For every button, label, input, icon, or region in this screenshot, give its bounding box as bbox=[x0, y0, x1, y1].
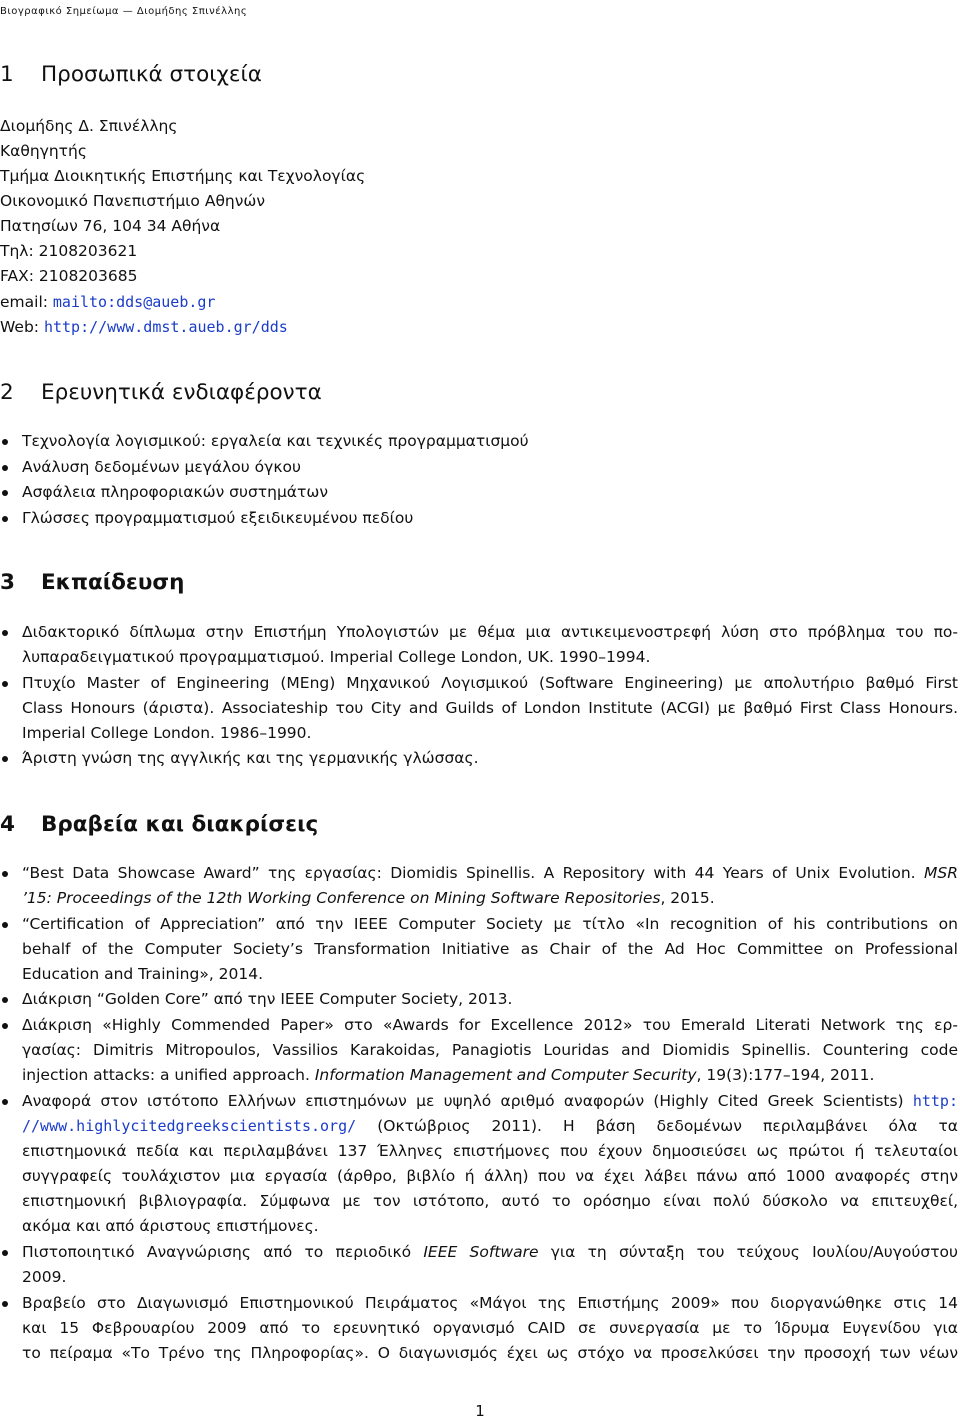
section-heading-education bbox=[0, 570, 184, 596]
bullet-icon bbox=[2, 922, 8, 928]
education-item-line: Imperial College London. 1986–1990. bbox=[22, 724, 312, 742]
section-number: 2 bbox=[0, 380, 14, 405]
section-heading-research bbox=[0, 380, 322, 406]
award-item-line: Βραβείο στο Διαγωνισμό Επιστημονικού Πειράματος «Μάγοι της Επιστήμης 2009» που διοργανώθηκε στις 14 bbox=[22, 1294, 958, 1312]
bullet-icon bbox=[2, 1301, 8, 1307]
award-item-line: ακόμα και από άριστους επιστήμονες. bbox=[22, 1217, 319, 1235]
award-item-line bbox=[22, 862, 958, 884]
personal-department: Τμήμα Διοικητικής Επιστήμης και Τεχνολογίας bbox=[0, 167, 366, 185]
award-text: , 19(3):177–194, 2011. bbox=[696, 1066, 875, 1084]
bullet-icon bbox=[2, 1250, 8, 1256]
award-item-line bbox=[22, 1241, 958, 1263]
bullet-icon bbox=[2, 1099, 8, 1105]
email-link[interactable]: mailto:dds@aueb.gr bbox=[52, 293, 216, 311]
award-item-line bbox=[22, 1064, 958, 1086]
award-venue: Information Management and Computer Security bbox=[314, 1066, 697, 1084]
page-number: 1 bbox=[475, 1402, 485, 1420]
award-text: Αναφορά στον ιστότοπο Ελλήνων επιστημόνων με υψηλό αριθμό αναφορών (Highly Cited Greek Scientists) bbox=[22, 1092, 904, 1110]
research-item: Ασφάλεια πληροφοριακών συστημάτων bbox=[22, 483, 328, 501]
section-heading-awards bbox=[0, 812, 318, 838]
award-text: για τη σύνταξη του τεύχους Ιουλίου/Αυγούστου bbox=[550, 1243, 958, 1261]
bullet-icon bbox=[2, 681, 8, 687]
award-item-line: γασίας: Dimitris Mitropoulos, Vassilios Karakoidas, Panagiotis Louridas and Diomidis Spinellis. Countering code bbox=[22, 1041, 958, 1059]
award-link[interactable]: //www.highlycitedgreekscientists.org/ bbox=[22, 1117, 357, 1135]
award-item-line: επιστημονικά πεδία και περιλαμβάνει 137 Έλληνες επιστήμονες που έχουν δημοσιεύσει ως πρώτοι ή τελευταίοι bbox=[22, 1142, 958, 1160]
award-item-line: και 15 Φεβρουαρίου 2009 από το ερευνητικό οργανισμό CAID σε συνεργασία με το Ίδρυμα Ευγενίδου για bbox=[22, 1319, 958, 1337]
award-item-line: το πείραμα «Το Τρένο της Πληροφορίας». Ο διαγωνισμός έχει ως στόχο να προσελκύσει την προσοχή των νέων bbox=[22, 1344, 958, 1362]
section-title: Προσωπικά στοιχεία bbox=[41, 62, 262, 87]
personal-address: Πατησίων 76, 104 34 Αθήνα bbox=[0, 217, 221, 235]
personal-name: Διομήδης Δ. Σπινέλλης bbox=[0, 117, 178, 135]
bullet-icon bbox=[2, 871, 8, 877]
award-item-line: συγγραφείς τουλάχιστον μια εργασία (άρθρο, βιβλίο ή άλλη) που να έχει λάβει πάνω από 1000 αναφορές στην bbox=[22, 1167, 958, 1185]
bullet-icon bbox=[2, 516, 8, 522]
education-item-line: Class Honours (άριστα). Associateship του City and Guilds of London Institute (ACGI) με βαθμό First Class Honours. bbox=[22, 699, 958, 717]
education-item-line: λυπαραδειγματικού προγραμματισμού. Imperial College London, UK. 1990–1994. bbox=[22, 648, 651, 666]
personal-university: Οικονομικό Πανεπιστήμιο Αθηνών bbox=[0, 192, 266, 210]
bullet-icon bbox=[2, 439, 8, 445]
education-item-line: Πτυχίο Master of Engineering (MEng) Μηχανικού Λογισμικού (Software Engineering) με απολυτήριο βαθμό First bbox=[22, 674, 958, 692]
award-item-line: Διάκριση “Golden Core” από την IEEE Computer Society, 2013. bbox=[22, 990, 513, 1008]
award-item-line: Διάκριση «Highly Commended Paper» στο «Awards for Excellence 2012» του Emerald Literati Network της ερ- bbox=[22, 1016, 958, 1034]
personal-position: Καθηγητής bbox=[0, 142, 87, 160]
web-label: Web: bbox=[0, 318, 40, 336]
education-item-line: Διδακτορικό δίπλωμα στην Επιστήμη Υπολογιστών με θέμα μια αντικειμενοστρεφή λύση στο πρόβλημα του πο- bbox=[22, 623, 958, 641]
award-item-line: behalf of the Computer Society’s Transformation Initiative as Chair of the Ad Hoc Committee on Professional bbox=[22, 940, 958, 958]
bullet-icon bbox=[2, 490, 8, 496]
award-text: , 2015. bbox=[660, 889, 715, 907]
bullet-icon bbox=[2, 756, 8, 762]
award-text: (Οκτώβριος 2011). Η βάση δεδομένων περιλαμβάνει όλα τα bbox=[377, 1117, 958, 1135]
web-link[interactable]: http://www.dmst.aueb.gr/dds bbox=[43, 318, 288, 336]
section-heading-personal bbox=[0, 62, 262, 88]
award-item-line: “Certification of Appreciation” από την IEEE Computer Society με τίτλο «In recognition of his contributions on bbox=[22, 915, 958, 933]
award-text: injection attacks: a unified approach. bbox=[22, 1066, 310, 1084]
section-title: Βραβεία και διακρίσεις bbox=[41, 812, 319, 837]
bullet-icon bbox=[2, 465, 8, 471]
education-item-line: Άριστη γνώση της αγγλικής και της γερμανικής γλώσσας. bbox=[22, 749, 479, 767]
personal-web-row bbox=[0, 316, 288, 338]
bullet-icon bbox=[2, 997, 8, 1003]
award-item-line: Education and Training», 2014. bbox=[22, 965, 264, 983]
section-number: 1 bbox=[0, 62, 14, 87]
section-number: 4 bbox=[0, 812, 15, 837]
section-number: 3 bbox=[0, 570, 15, 595]
bullet-icon bbox=[2, 630, 8, 636]
award-item-line bbox=[22, 1115, 958, 1137]
award-venue: MSR bbox=[924, 864, 958, 882]
award-text: Πιστοποιητικό Αναγνώρισης από το περιοδικό bbox=[22, 1243, 412, 1261]
research-item: Τεχνολογία λογισμικού: εργαλεία και τεχνικές προγραμματισμού bbox=[22, 432, 529, 450]
bullet-icon bbox=[2, 1023, 8, 1029]
section-title: Ερευνητικά ενδιαφέροντα bbox=[41, 380, 322, 405]
research-item: Γλώσσες προγραμματισμού εξειδικευμένου πεδίου bbox=[22, 509, 414, 527]
award-item-line: επιστημονική βιβλιογραφία. Σύμφωνα με τον ιστότοπο, αυτό το ορόσημο είναι πολύ δύσκολο να επιτευχθεί, bbox=[22, 1192, 958, 1210]
email-label: email: bbox=[0, 293, 48, 311]
personal-fax: FAX: 2108203685 bbox=[0, 267, 138, 285]
document-title: Βιογραφικό Σημείωμα — Διομήδης Σπινέλλης bbox=[0, 6, 248, 17]
research-item: Ανάλυση δεδομένων μεγάλου όγκου bbox=[22, 458, 301, 476]
section-title: Εκπαίδευση bbox=[41, 570, 185, 595]
award-item-line bbox=[22, 1090, 958, 1112]
award-text: “Best Data Showcase Award” της εργασίας: Diomidis Spinellis. A Repository with 44 Years of Unix Evolution. bbox=[22, 864, 916, 882]
award-venue: ’15: Proceedings of the 12th Working Conference on Mining Software Repositories bbox=[22, 889, 661, 907]
personal-phone: Τηλ: 2108203621 bbox=[0, 242, 138, 260]
award-link[interactable]: http: bbox=[912, 1092, 958, 1110]
award-venue: IEEE Software bbox=[423, 1243, 539, 1261]
award-item-line: 2009. bbox=[22, 1268, 67, 1286]
personal-email-row bbox=[0, 291, 215, 313]
award-item-line bbox=[22, 887, 958, 909]
